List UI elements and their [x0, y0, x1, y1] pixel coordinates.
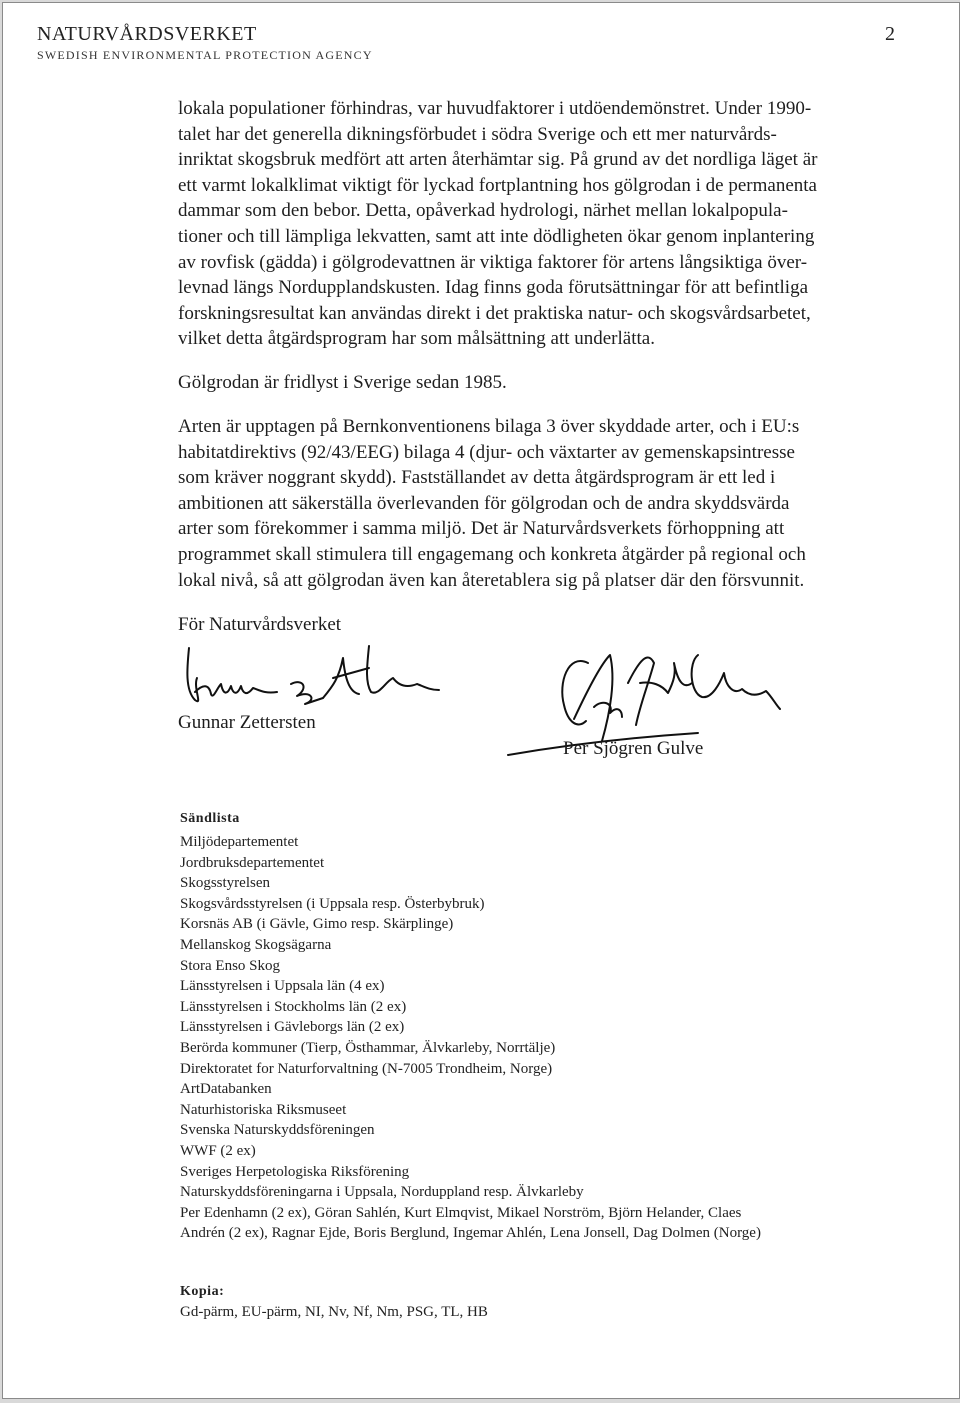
list-item: Naturskyddsföreningarna i Uppsala, Norduppland resp. Älvkarleby: [180, 1184, 584, 1201]
text-line: arter som förekommer i samma miljö. Det är Naturvårdsverkets förhoppning att: [178, 518, 785, 540]
list-item: Naturhistoriska Riksmuseet: [180, 1101, 347, 1118]
list-item: Korsnäs AB (i Gävle, Gimo resp. Skärplinge): [180, 916, 454, 933]
list-item: Berörda kommuner (Tierp, Östhammar, Älvkarleby, Norrtälje): [180, 1039, 556, 1056]
signer-name-first: Gunnar Zettersten: [178, 712, 316, 733]
text-line: talet har det generella dikningsförbudet i södra Sverige och ett mer naturvårds-: [178, 123, 777, 145]
paragraph-convention: [178, 414, 908, 593]
text-line: Arten är upptagen på Bernkonventionens bilaga 3 över skyddade arter, och i EU:s: [178, 416, 800, 437]
list-item: Länsstyrelsen i Uppsala län (4 ex): [180, 978, 385, 995]
org-subtitle: SWEDISH ENVIRONMENTAL PROTECTION AGENCY: [37, 48, 373, 62]
list-item: ArtDatabanken: [180, 1081, 272, 1098]
list-item: Skogsstyrelsen: [180, 875, 270, 892]
signer-name-second: Per Sjögren Gulve: [563, 738, 704, 759]
text-line: inriktat skogsbruk medfört att arten återhämtar sig. På grund av det nordliga läget är: [178, 149, 818, 171]
copy-heading: Kopia:: [180, 1284, 225, 1299]
text-line: habitatdirektivs (92/43/EEG) bilaga 4 (djur- och växtarter av gemenskapsintresse: [178, 441, 795, 463]
text-line: som kräver noggrant skydd). Fastställandet av detta åtgärdsprogram är ett led i: [178, 467, 776, 489]
text-line: programmet skall stimulera till engagemang och konkreta åtgärder på regional och: [178, 543, 806, 565]
list-item: Länsstyrelsen i Gävleborgs län (2 ex): [180, 1019, 405, 1036]
closing-line: För Naturvårdsverket: [178, 614, 342, 635]
list-item: Länsstyrelsen i Stockholms län (2 ex): [180, 998, 407, 1015]
list-item: Mellanskog Skogsägarna: [180, 936, 332, 953]
list-item: Direktoratet for Naturforvaltning (N-7005 Trondheim, Norge): [180, 1060, 553, 1077]
list-item: Stora Enso Skog: [180, 957, 281, 974]
text-line: dammar som den bebor. Detta, opåverkad hydrologi, närhet mellan lokalpopula-: [178, 200, 788, 222]
list-item: Per Edenhamn (2 ex), Göran Sahlén, Kurt Elmqvist, Mikael Norström, Björn Helander, Claes: [180, 1204, 742, 1221]
list-item: Andrén (2 ex), Ragnar Ejde, Boris Berglund, Ingemar Ahlén, Lena Jonsell, Dag Dolmen (Norge): [180, 1225, 761, 1242]
distribution-list: [180, 832, 761, 1244]
paragraph-protection: [178, 370, 908, 396]
list-item: Skogsvårdsstyrelsen (i Uppsala resp. Österbybruk): [180, 895, 485, 912]
copy-recipients: Gd-pärm, EU-pärm, NI, Nv, Nf, Nm, PSG, TL, HB: [180, 1304, 488, 1320]
distribution-heading: Sändlista: [180, 811, 240, 826]
text-line: lokal nivå, så att gölgrodan även kan återetablera sig på platser där den försvunnit.: [178, 569, 805, 591]
list-item: Sveriges Herpetologiska Riksförening: [180, 1163, 410, 1180]
list-item: WWF (2 ex): [180, 1142, 256, 1159]
text-line: levnad längs Nordupplandskusten. Idag finns goda förutsättningar för att befintliga: [178, 277, 809, 299]
text-line: vilket detta åtgärdsprogram har som målsättning att underlätta.: [178, 328, 655, 350]
text-line: av rovfisk (gädda) i gölgrodevattnen är viktiga faktorer för artens långsiktiga över-: [178, 251, 808, 273]
text-line: forskningsresultat kan användas direkt i det praktiska natur- och skogsvårdsarbetet,: [178, 302, 811, 324]
letterhead: [37, 23, 373, 63]
text-line: ambitionen att säkerställa överlevanden för gölgrodan och de andra skyddsvärda: [178, 492, 790, 514]
list-item: Svenska Naturskyddsföreningen: [180, 1122, 375, 1139]
paragraph-history: [178, 96, 908, 352]
text-line: tioner och till lämpliga lekvatten, samt att inte dödligheten ökar genom inplantering: [178, 225, 815, 247]
signature-zettersten: [173, 638, 443, 718]
list-item: Jordbruksdepartementet: [180, 854, 325, 871]
text-line: Gölgrodan är fridlyst i Sverige sedan 1985.: [178, 372, 507, 393]
org-name: NATURVÅRDSVERKET: [37, 23, 257, 45]
document-page: [2, 2, 960, 1399]
text-line: lokala populationer förhindras, var huvudfaktorer i utdöendemönstret. Under 1990-: [178, 98, 812, 119]
list-item: Miljödepartementet: [180, 834, 299, 850]
page-number: 2: [885, 23, 895, 45]
text-line: ett varmt lokalklimat viktigt för lyckad fortplantning hos gölgrodan i de permanenta: [178, 174, 817, 196]
